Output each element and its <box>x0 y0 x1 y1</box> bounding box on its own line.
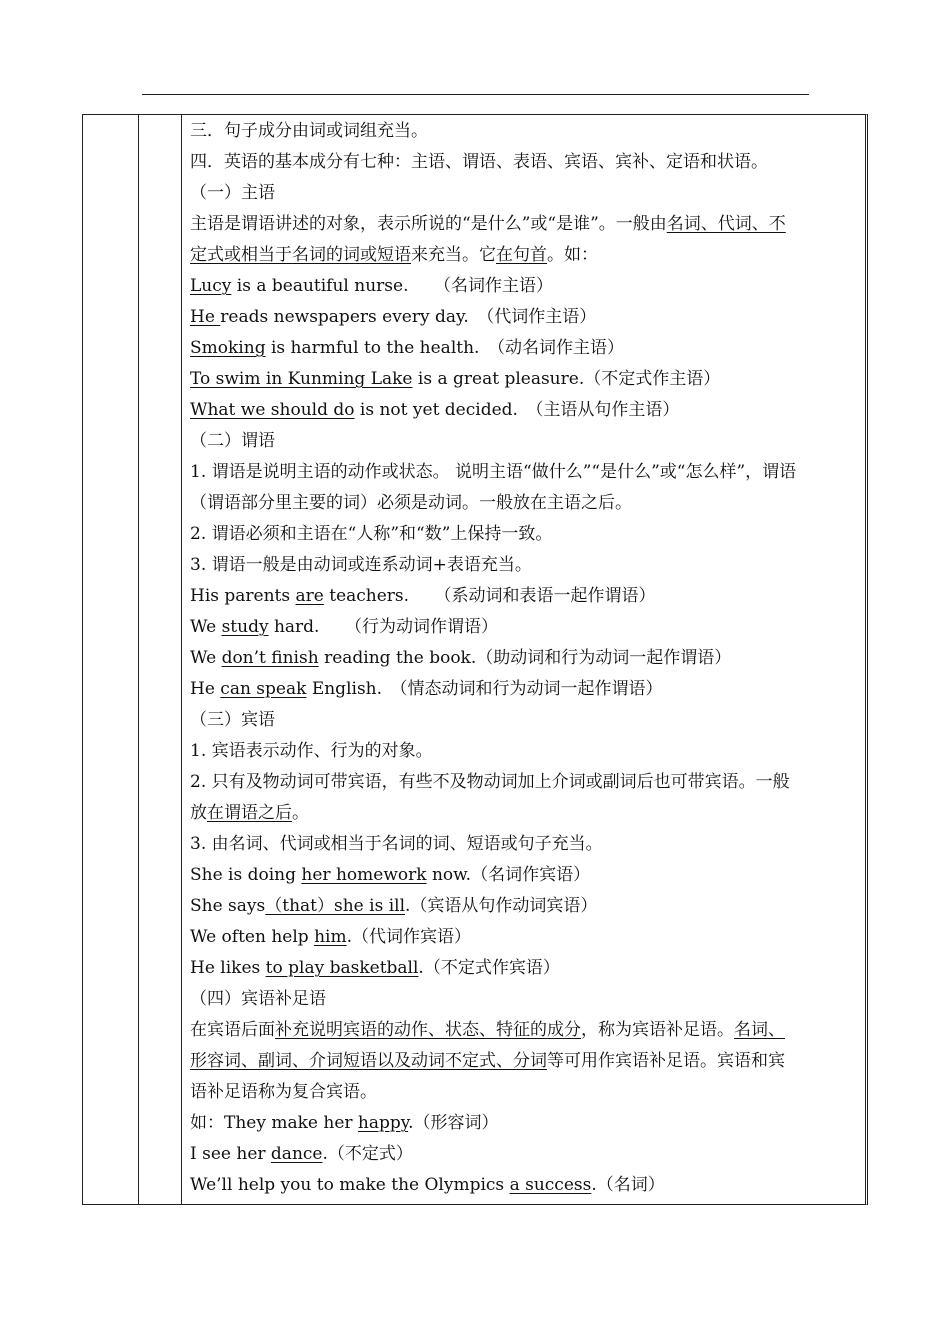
underlined-phrase: are <box>295 586 324 606</box>
text-segment: His parents <box>190 586 296 606</box>
text-line <box>190 152 768 172</box>
text-segment: （四）宾语补足语 <box>190 989 326 1009</box>
text-line <box>190 1144 413 1164</box>
text-segment: He likes <box>190 958 266 978</box>
text-segment: （三）宾语 <box>190 710 275 730</box>
text-line <box>190 183 275 203</box>
text-segment: She says <box>190 896 266 916</box>
text-segment: 语补足语称为复合宾语。 <box>190 1082 377 1102</box>
text-line <box>190 369 720 389</box>
underlined-phrase: to play basketball <box>265 958 419 978</box>
underlined-phrase: 定式或相当于名词的词或短语 <box>190 245 411 265</box>
text-segment: 1. 宾语表示动作、行为的对象。 <box>190 741 433 761</box>
text-segment: teachers. （系动词和表语一起作谓语） <box>323 586 656 606</box>
text-line <box>190 338 624 358</box>
text-segment: .（不定式） <box>322 1144 413 1164</box>
text-segment: （一）主语 <box>190 183 275 203</box>
text-line <box>190 679 663 699</box>
underlined-phrase: 在句首 <box>496 245 547 265</box>
text-line <box>190 896 597 916</box>
column-divider-2 <box>181 115 182 1204</box>
text-segment: 等可用作宾语补足语。宾语和宾 <box>547 1051 785 1071</box>
text-segment: We <box>190 648 222 668</box>
text-line <box>190 431 275 451</box>
text-line <box>190 400 679 420</box>
text-segment: .（不定式作宾语） <box>418 958 560 978</box>
underlined-phrase: dance <box>270 1144 323 1164</box>
text-segment: 3. 谓语一般是由动词或连系动词+表语充当。 <box>190 555 532 575</box>
text-segment: She is doing <box>190 865 302 885</box>
text-line <box>190 1051 785 1071</box>
text-line <box>190 865 590 885</box>
underlined-phrase: don’t finish <box>221 648 319 668</box>
underlined-phrase: 在谓语之后 <box>207 803 292 823</box>
text-segment: 来充当。它 <box>411 245 496 265</box>
text-line <box>190 741 433 761</box>
text-segment: 1. 谓语是说明主语的动作或状态。 说明主语“做什么”“是什么”或“怎么样”，谓语 <box>190 462 797 482</box>
underlined-phrase: study <box>221 617 269 637</box>
underlined-phrase: her homework <box>301 865 427 885</box>
text-line <box>190 989 326 1009</box>
text-segment: is a great pleasure.（不定式作主语） <box>412 369 721 389</box>
text-segment: 放 <box>190 803 207 823</box>
text-line <box>190 1020 785 1040</box>
text-line <box>190 121 428 141</box>
underlined-phrase: happy <box>357 1113 409 1133</box>
underlined-phrase: What we should do <box>190 400 355 420</box>
text-segment: 在宾语后面 <box>190 1020 275 1040</box>
underlined-phrase: Lucy <box>190 276 232 296</box>
text-line <box>190 1175 665 1195</box>
text-segment: is a beautiful nurse. （名词作主语） <box>231 276 553 296</box>
text-segment: 。如： <box>547 245 598 265</box>
text-segment: （二）谓语 <box>190 431 275 451</box>
text-line <box>190 617 498 637</box>
text-line <box>190 834 603 854</box>
underlined-phrase: To swim in Kunming Lake <box>190 369 413 389</box>
text-line <box>190 586 656 606</box>
text-segment: 如：They make her <box>190 1113 358 1133</box>
underlined-phrase: Smoking <box>190 338 266 358</box>
text-line <box>190 307 596 327</box>
text-segment: 。 <box>292 803 309 823</box>
text-segment: 3. 由名词、代词或相当于名词的词、短语或句子充当。 <box>190 834 603 854</box>
underlined-phrase: （that）she is ill <box>265 896 406 916</box>
underlined-phrase: 形容词、副词、介词短语以及动词不定式、分词 <box>190 1051 547 1071</box>
text-segment: 2. 只有及物动词可带宾语，有些不及物动词加上介词或副词后也可带宾语。一般 <box>190 772 790 792</box>
text-segment: hard. （行为动词作谓语） <box>268 617 498 637</box>
text-line <box>190 462 796 482</box>
text-segment: .（形容词） <box>408 1113 499 1133</box>
text-segment: .（代词作宾语） <box>346 927 471 947</box>
text-segment: I see her <box>190 1144 271 1164</box>
text-segment: He <box>190 679 221 699</box>
underlined-phrase: a success <box>509 1175 592 1195</box>
text-segment: English. （情态动词和行为动词一起作谓语） <box>306 679 663 699</box>
underlined-phrase: 名词、代词、不 <box>666 214 786 234</box>
text-segment: We often help <box>190 927 315 947</box>
text-segment: 四．英语的基本成分有七种：主语、谓语、表语、宾语、宾补、定语和状语。 <box>190 152 768 172</box>
text-line <box>190 927 471 947</box>
text-segment: .（宾语从句作动词宾语） <box>405 896 598 916</box>
text-segment: now.（名词作宾语） <box>426 865 591 885</box>
text-line <box>190 803 309 823</box>
text-line <box>190 555 532 575</box>
text-line <box>190 958 560 978</box>
text-line <box>190 276 553 296</box>
underlined-phrase: him <box>314 927 347 947</box>
underlined-phrase: 补充说明宾语的动作、状态、特征的成分 <box>275 1020 581 1040</box>
text-segment: is harmful to the health. （动名词作主语） <box>265 338 624 358</box>
text-segment: We <box>190 617 222 637</box>
text-segment: reads newspapers every day. （代词作主语） <box>220 307 597 327</box>
text-segment: 2. 谓语必须和主语在“人称”和“数”上保持一致。 <box>190 524 553 544</box>
text-line <box>190 772 790 792</box>
text-line <box>190 648 731 668</box>
text-segment: 主语是谓语讲述的对象，表示所说的“是什么”或“是谁”。一般由 <box>190 214 667 234</box>
text-line <box>190 710 275 730</box>
underlined-phrase: can speak <box>220 679 307 699</box>
underlined-phrase: He <box>190 307 221 327</box>
text-segment: 三．句子成分由词或词组充当。 <box>190 121 428 141</box>
text-segment: .（名词） <box>591 1175 665 1195</box>
text-line <box>190 524 552 544</box>
text-segment: reading the book.（助动词和行为动词一起作谓语） <box>318 648 732 668</box>
text-line <box>190 245 598 265</box>
text-line <box>190 1082 377 1102</box>
underlined-phrase: 名词、 <box>734 1020 785 1040</box>
header-rule <box>142 94 809 95</box>
text-line <box>190 493 632 513</box>
text-segment: is not yet decided. （主语从句作主语） <box>354 400 680 420</box>
text-line <box>190 1113 499 1133</box>
text-segment: We’ll help you to make the Olympics <box>190 1175 510 1195</box>
column-divider-1 <box>138 115 139 1204</box>
text-line <box>190 214 786 234</box>
text-segment: ，称为宾语补足语。 <box>581 1020 734 1040</box>
text-segment: （谓语部分里主要的词）必须是动词。一般放在主语之后。 <box>190 493 632 513</box>
